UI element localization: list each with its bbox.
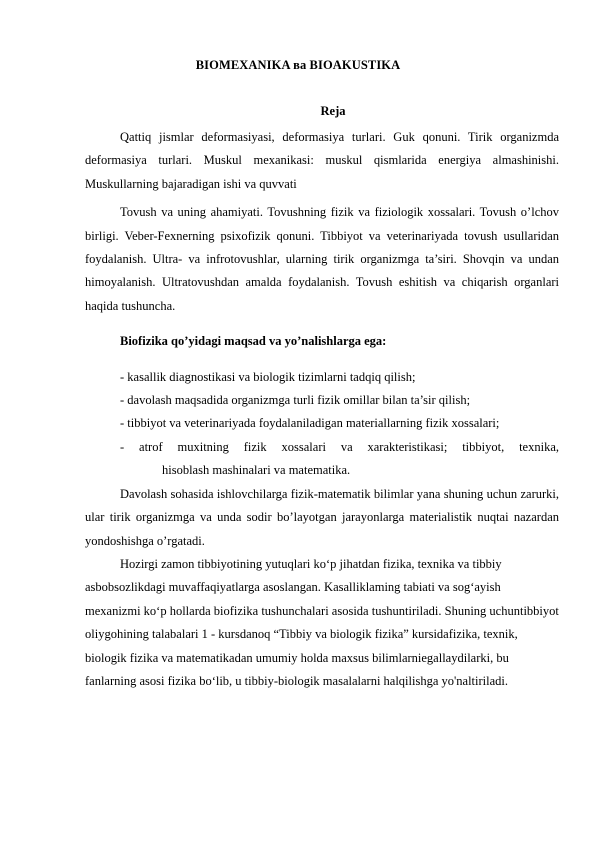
document-body	[85, 126, 559, 693]
list-item: - davolash maqsadida organizmga turli fizik omillar bilan ta’sir qilish;	[120, 393, 471, 408]
document-title: BIOMEXANIKA ва BIOAKUSTIKA	[195, 58, 401, 72]
reja-heading: Reja	[320, 104, 346, 118]
paragraph-deformation: Qattiq jismlar deformasiyasi, deformasiya turlari. Guk qonuni. Tirik organizmda deformasiya turlari. Muskul mexanikasi: muskul qismlarida energiya almashinishi. Muskullarning bajaradigan ishi va quvvati	[85, 130, 559, 191]
list-item-continuation: hisoblash mashinalari va matematika.	[162, 463, 351, 478]
list-item: - atrof muxitning fizik xossalari va xarakteristikasi; tibbiyot, texnika,	[120, 439, 559, 454]
paragraph-sound: Tovush va uning ahamiyati. Tovushning fizik va fiziologik xossalari. Tovush o’lchov birligi. Veber-Fexnerning psixofizik qonuni. Tibbiyot va veterinariyada tovush usullaridan foydalanish. Ultra- va infrotovushlar, ularning tirik organizmga ta’siri. Shovqin va undan himoyalanish. Ultratovushdan amalda foydalanish. Tovush eshitish va chiqarish organlari haqida tushuncha.	[85, 205, 559, 313]
spacer	[85, 354, 559, 366]
spacer	[85, 318, 559, 330]
section-heading-biophysics-goals: Biofizika qo’yidagi maqsad va yo’nalishlarga ega:	[120, 334, 387, 349]
paragraph-education: Davolash sohasida ishlovchilarga fizik-matematik bilimlar yana shuning uchun zarurki, ular tirik organizmga va unda sodir bo’layotgan jarayonlarga materialistik nuqtai nazardan yondoshishga o’rgatadi.	[85, 486, 559, 548]
list-item: - kasallik diagnostikasi va biologik tizimlarni tadqiq qilish;	[120, 369, 416, 384]
list-item: - tibbiyot va veterinariyada foydalaniladigan materiallarning fizik xossalari;	[120, 416, 500, 431]
paragraph-modern-medicine: Hozirgi zamon tibbiyotining yutuqlari ko‘p jihatdan fizika, texnika va tibbiy asbobsozlikdagi muvaffaqiyatlarga asoslangan. Kasalliklaming tabiati va sog‘ayish mexanizmi ko‘p hollarda biofizika tushunchalari asosida tushuntiriladi. Shuning uchuntibbiyot oliygohining talabalari 1 - kursdanoq “Tibbiy va biologik fizika” kursidafizika, texnik, biologik fizika va matematikadan umumiy holda maxsus bilimlarniegallaydilarki, bu fanlarning asosi fizika bo‘lib, u tibbiy-biologik masalalarni halqilishga yo'naltiriladi.	[85, 556, 559, 688]
